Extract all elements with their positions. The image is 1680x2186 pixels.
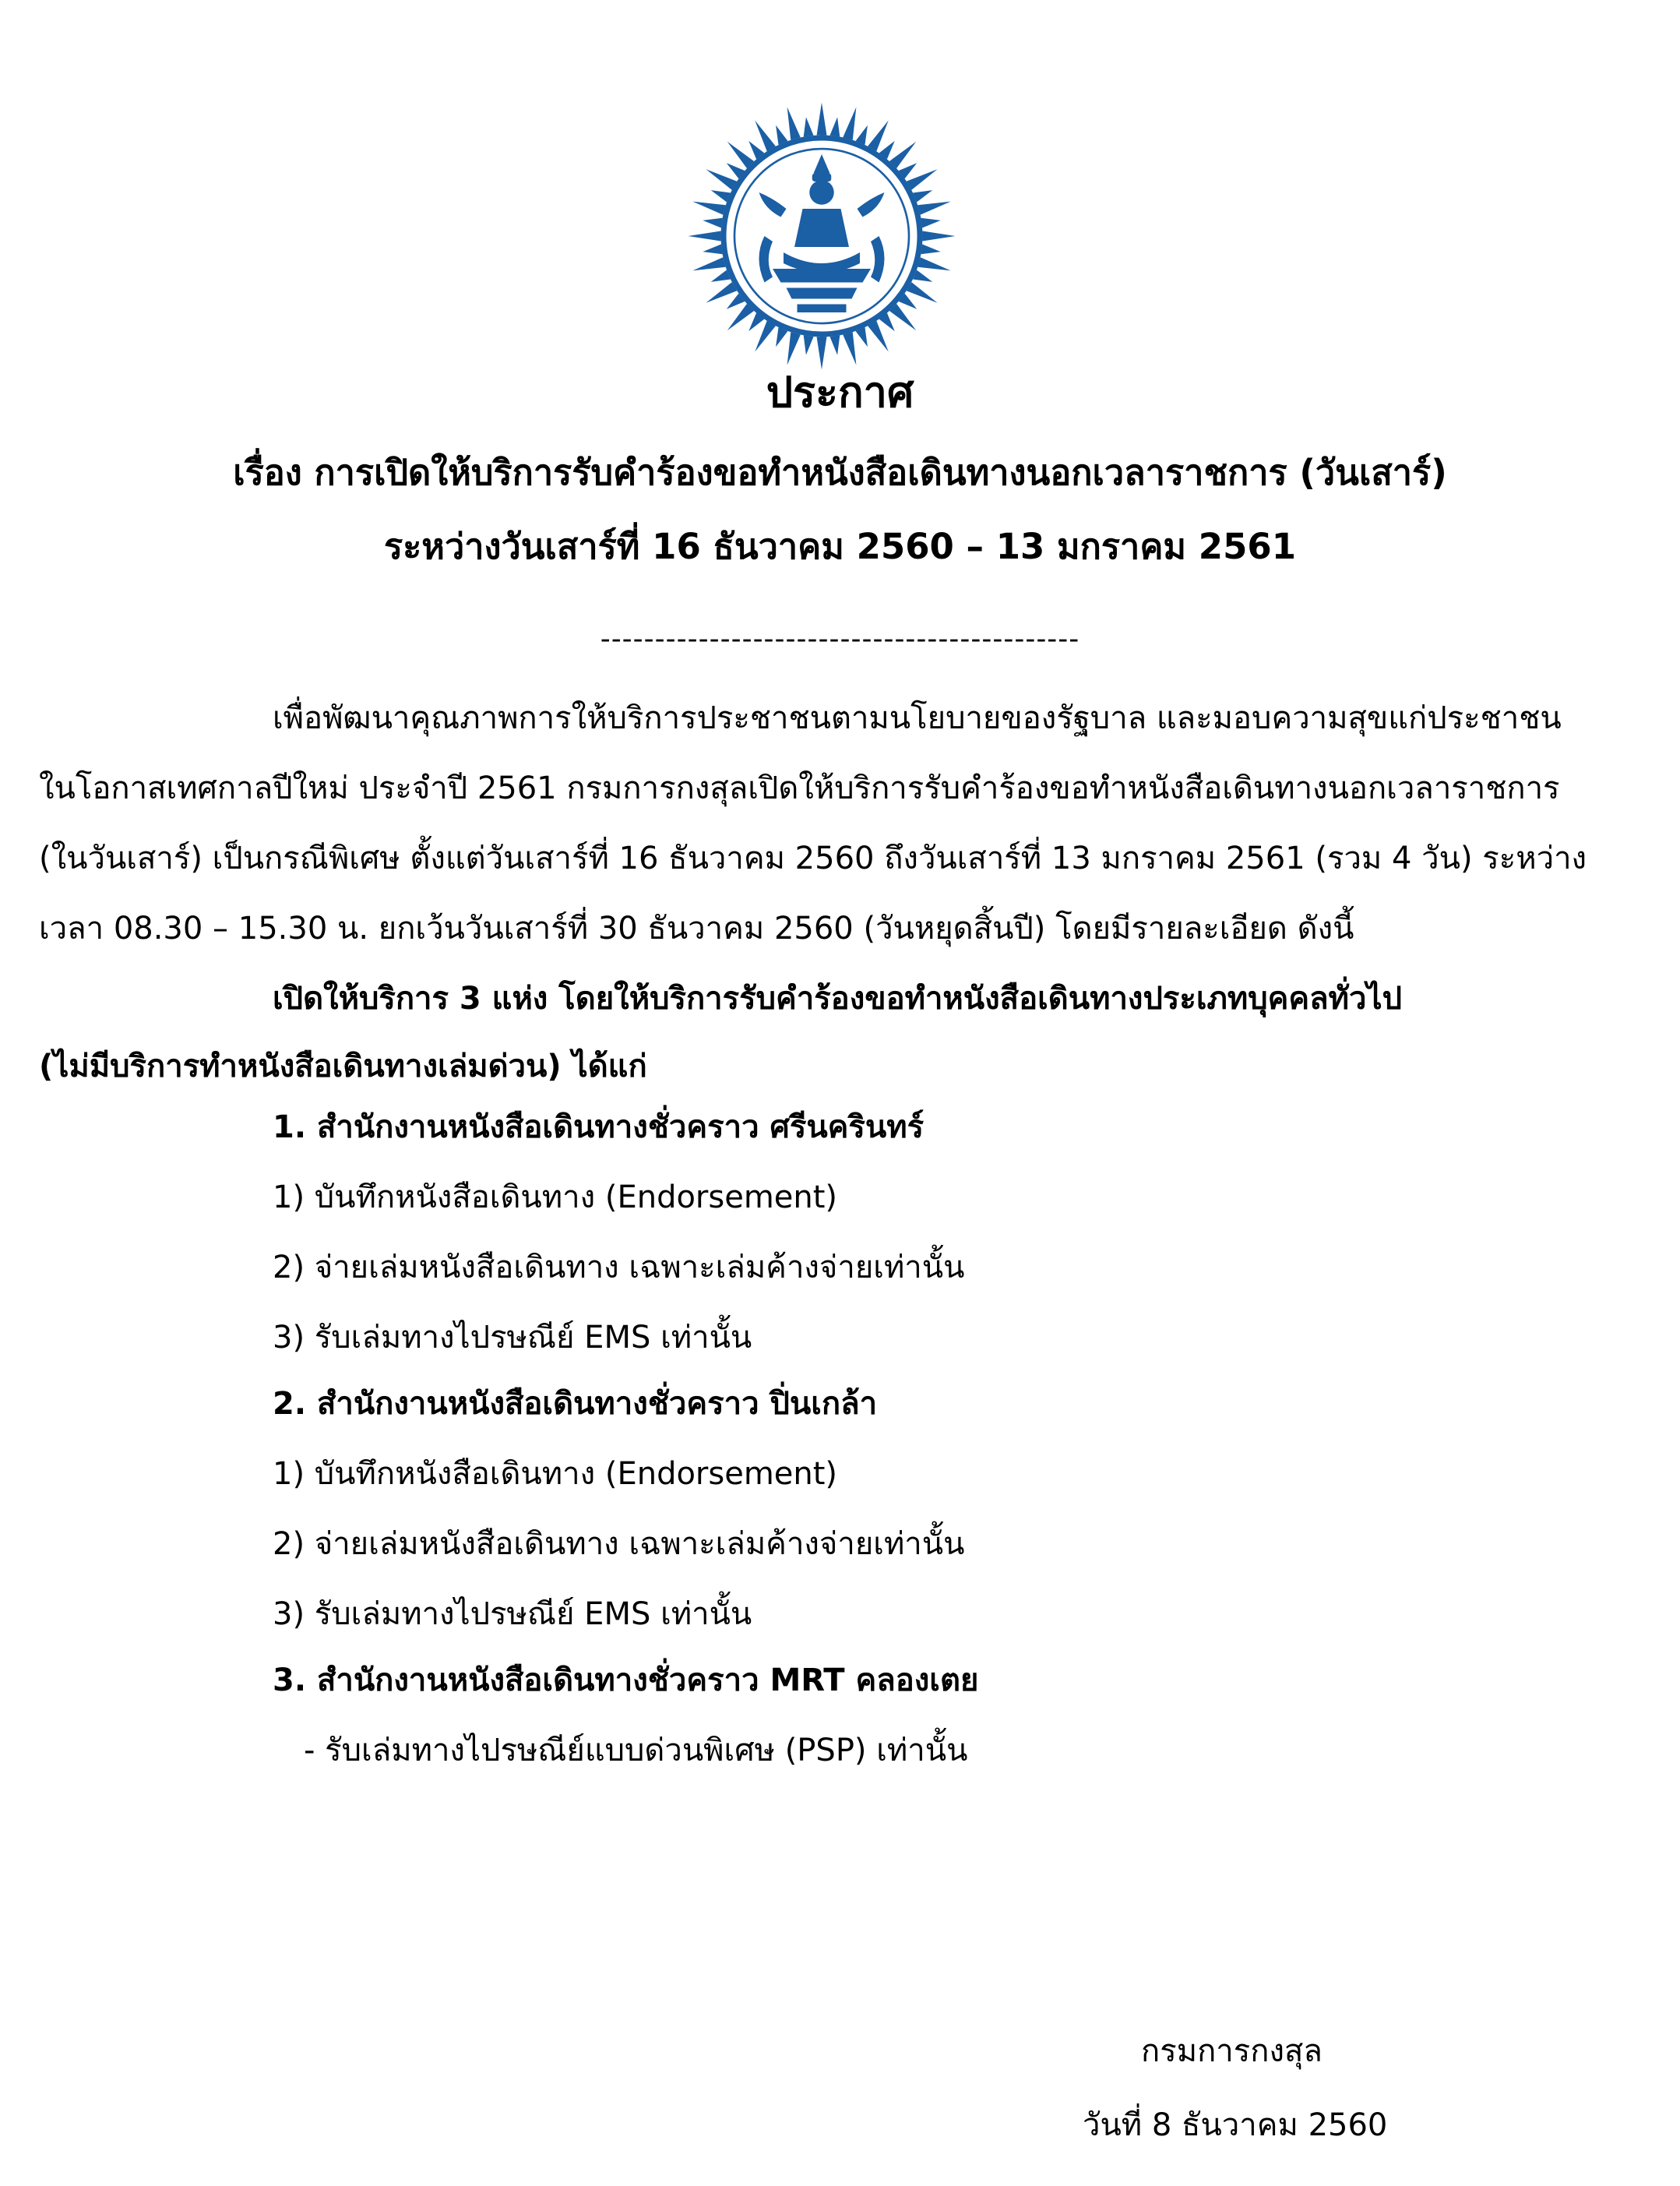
- issue-date: วันที่ 8 ธันวาคม 2560: [1083, 2107, 1388, 2143]
- seal-ray: [817, 103, 827, 136]
- seal-ray: [703, 218, 722, 228]
- seal-ray: [755, 120, 776, 151]
- seal-ray: [804, 335, 814, 354]
- seal-ray: [917, 202, 950, 215]
- period-line: ระหว่างวันเสาร์ที่ 16 ธันวาคม 2560 – 13 มกราคม 2561: [383, 526, 1297, 567]
- paragraph-line: ในโอกาสเทศกาลปีใหม่ ประจำปี 2561 กรมการกงสุลเปิดให้บริการรับคำร้องขอทำหนังสือเดินทางนอกเวลาราชการ: [39, 770, 1560, 806]
- seal-ray: [843, 107, 856, 139]
- seal-ray: [907, 282, 938, 303]
- page-title: ประกาศ: [766, 368, 914, 417]
- service-item: 2) จ่ายเล่มหนังสือเดินทาง เฉพาะเล่มค้างจ่ายเท่านั้น: [273, 1526, 965, 1562]
- seal-ray: [889, 142, 916, 168]
- seal-ray: [868, 321, 889, 352]
- office-name: 3. สำนักงานหนังสือเดินทางชั่วคราว MRT คลองเตย: [273, 1662, 979, 1698]
- office-name: 1. สำนักงานหนังสือเดินทางชั่วคราว ศรีนครินทร์: [273, 1109, 925, 1145]
- seal-ray: [727, 142, 754, 168]
- service-item: 3) รับเล่มทางไปรษณีย์ EMS เท่านั้น: [273, 1596, 752, 1632]
- subject-line: เรื่อง การเปิดให้บริการรับคำร้องขอทำหนังสือเดินทางนอกเวลาราชการ (วันเสาร์): [233, 452, 1447, 493]
- seal-ray: [703, 244, 722, 254]
- seal-ray: [727, 304, 754, 330]
- seal-ray: [868, 120, 889, 151]
- seal-ray: [804, 117, 814, 136]
- paragraph-line: (ในวันเสาร์) เป็นกรณีพิเศษ ตั้งแต่วันเสาร์ที่ 16 ธันวาคม 2560 ถึงวันเสาร์ที่ 13 มกราคม 2561 (รวม 4 วัน) ระหว่าง: [39, 841, 1587, 876]
- paragraph-line: เปิดให้บริการ 3 แห่ง โดยให้บริการรับคำร้องขอทำหนังสือเดินทางประเภทบุคคลทั่วไป: [273, 981, 1402, 1017]
- seal-ray: [692, 257, 725, 270]
- service-item: 1) บันทึกหนังสือเดินทาง (Endorsement): [273, 1179, 838, 1215]
- seal-ray: [706, 169, 737, 190]
- paragraph-line: เวลา 08.30 – 15.30 น. ยกเว้นวันเสาร์ที่ 30 ธันวาคม 2560 (วันหยุดสิ้นปี) โดยมีรายละเอียด ดังนี้: [39, 911, 1354, 947]
- seal-ray: [921, 244, 940, 254]
- seal-ray: [922, 231, 955, 242]
- government-seal-icon: [685, 100, 958, 372]
- service-item: - รับเล่มทางไปรษณีย์แบบด่วนพิเศษ (PSP) เท่านั้น: [304, 1733, 968, 1768]
- paragraph-line: (ไม่มีบริการทำหนังสือเดินทางเล่มด่วน) ได้แก่: [39, 1049, 647, 1084]
- seal-ray: [917, 257, 950, 270]
- office-name: 2. สำนักงานหนังสือเดินทางชั่วคราว ปิ่นเกล้า: [273, 1386, 878, 1422]
- seal-ray: [787, 107, 801, 139]
- seal-ray: [706, 282, 737, 303]
- seal-ray: [755, 321, 776, 352]
- seal-ray: [829, 335, 840, 354]
- divider: --------------------------------------------: [600, 623, 1080, 655]
- seal-ray: [921, 218, 940, 228]
- seal-ray: [889, 304, 916, 330]
- seal-ray: [692, 202, 725, 215]
- service-item: 3) รับเล่มทางไปรษณีย์ EMS เท่านั้น: [273, 1320, 752, 1356]
- seal-ray: [907, 169, 938, 190]
- service-item: 1) บันทึกหนังสือเดินทาง (Endorsement): [273, 1456, 838, 1492]
- service-item: 2) จ่ายเล่มหนังสือเดินทาง เฉพาะเล่มค้างจ่ายเท่านั้น: [273, 1250, 965, 1285]
- department-name: กรมการกงสุล: [1141, 2033, 1323, 2069]
- paragraph-line: เพื่อพัฒนาคุณภาพการให้บริการประชาชนตามนโยบายของรัฐบาล และมอบความสุขแก่ประชาชน: [273, 700, 1562, 736]
- seal-ray: [829, 117, 840, 136]
- seal-ray: [689, 231, 721, 242]
